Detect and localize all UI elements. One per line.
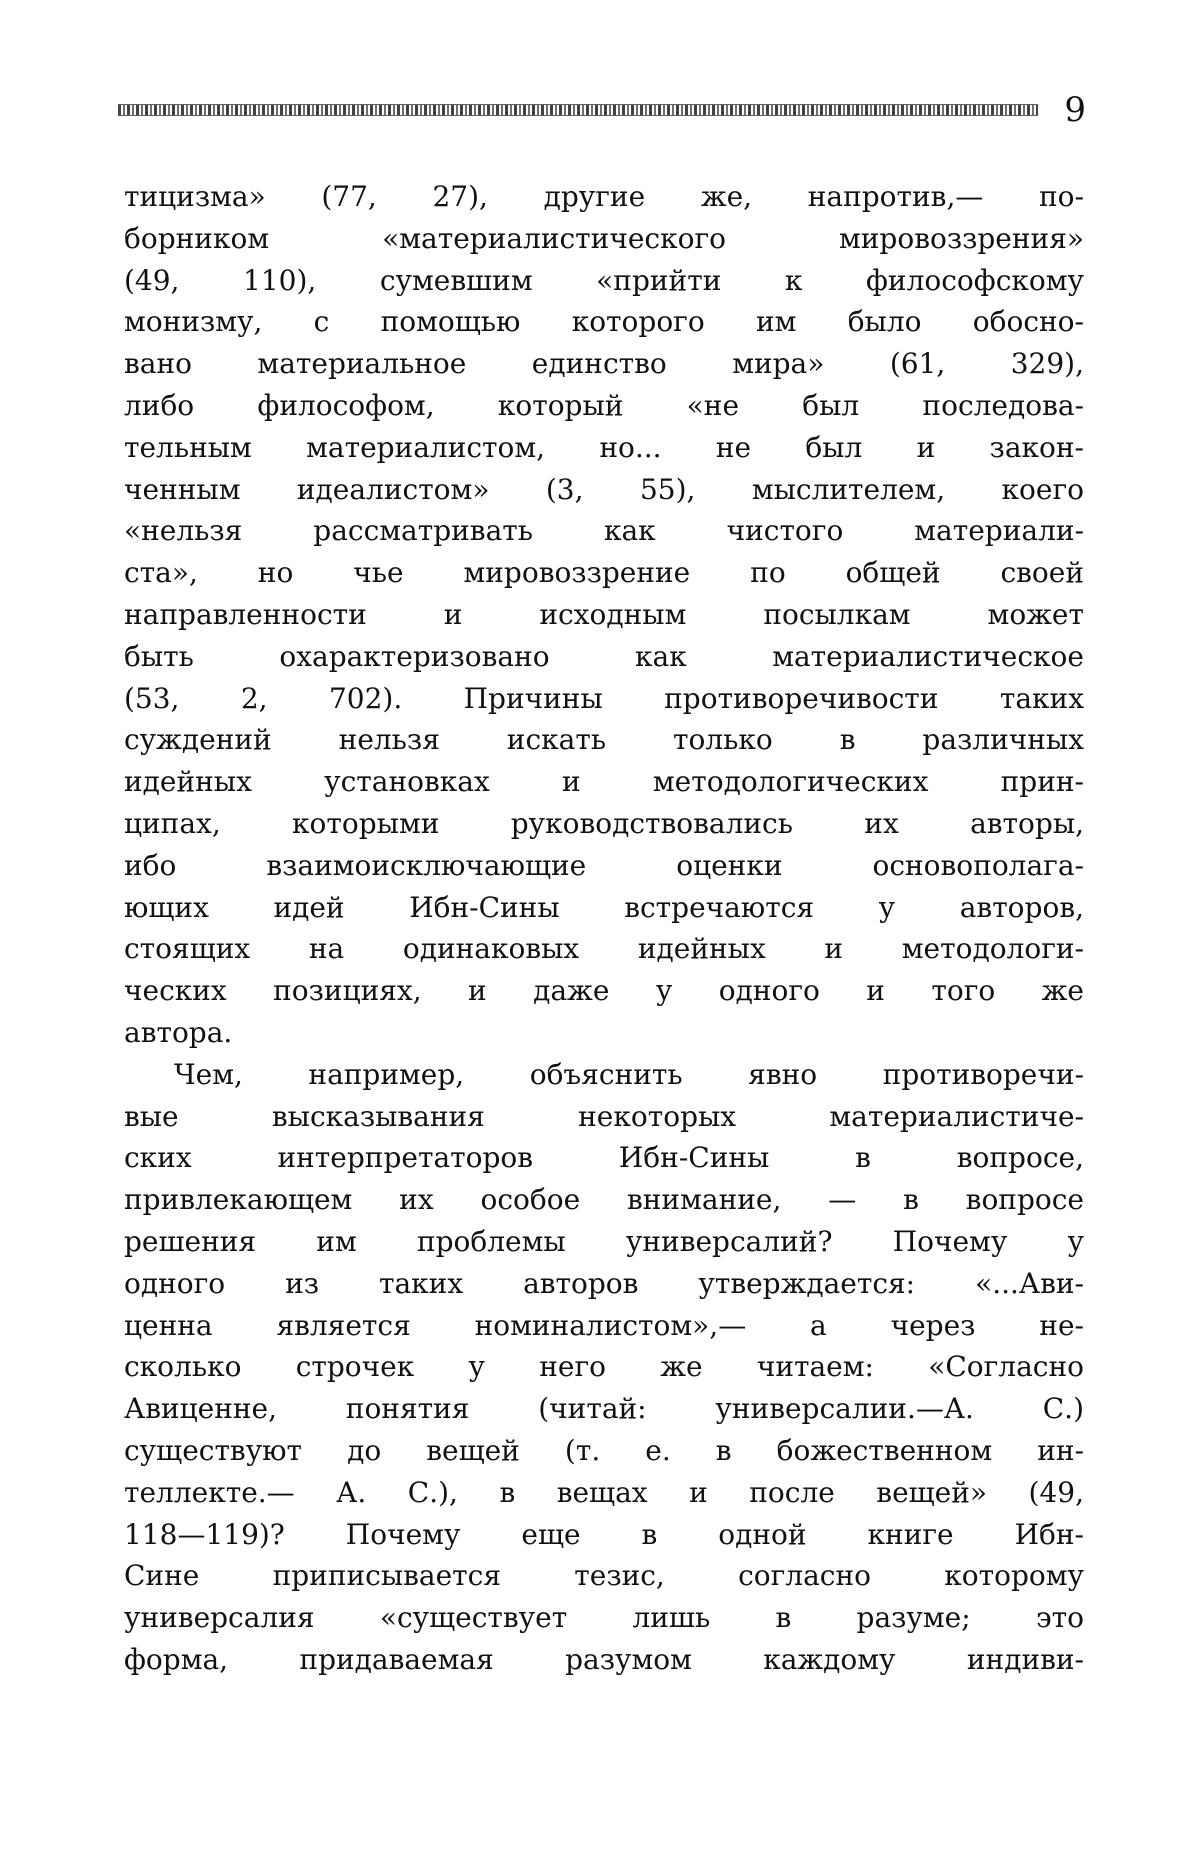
text-line: форма, придаваемая разумом каждому индиви- xyxy=(124,1642,1084,1676)
text-line: одного из таких авторов утверждается: «...Ави- xyxy=(124,1266,1084,1300)
header-ornament-rule xyxy=(118,104,1038,116)
text-line: быть охарактеризовано как материалистическое xyxy=(124,639,1084,673)
text-line: направленности и исходным посылкам может xyxy=(124,597,1084,631)
text-line: Сине приписывается тезис, согласно которому xyxy=(124,1559,1084,1593)
text-line: (53, 2, 702). Причины противоречивости таких xyxy=(124,681,1084,715)
text-line: тельным материалистом, но... не был и закон- xyxy=(124,430,1084,464)
text-line: ченным идеалистом» (3, 55), мыслителем, коего xyxy=(124,472,1084,506)
text-line: ибо взаимоисключающие оценки основополага- xyxy=(124,848,1084,882)
text-line: либо философом, который «не был последова- xyxy=(124,388,1084,422)
running-header xyxy=(118,90,1086,130)
text-line: универсалия «существует лишь в разуме; это xyxy=(124,1601,1084,1635)
text-line: ческих позициях, и даже у одного и того же xyxy=(124,974,1084,1008)
body-text xyxy=(124,176,1084,1681)
text-line: привлекающем их особое внимание, — в вопросе xyxy=(124,1183,1084,1217)
text-line: теллекте.— А. С.), в вещах и после вещей» (49, xyxy=(124,1475,1084,1509)
text-line: идейных установках и методологических прин- xyxy=(124,765,1084,799)
text-line-paragraph-start: Чем, например, объяснить явно противоречи- xyxy=(174,1057,1084,1091)
text-line: Авиценне, понятия (читай: универсалии.—А. С.) xyxy=(124,1392,1084,1426)
text-line: существуют до вещей (т. е. в божественном ин- xyxy=(124,1433,1084,1467)
text-line: вано материальное единство мира» (61, 329), xyxy=(124,347,1084,381)
text-line: ста», но чье мировоззрение по общей своей xyxy=(124,556,1084,590)
text-line: тицизма» (77, 27), другие же, напротив,— по- xyxy=(124,180,1084,213)
text-line: монизму, с помощью которого им было обосно- xyxy=(124,305,1084,339)
text-line: сколько строчек у него же читаем: «Согласно xyxy=(124,1350,1084,1384)
text-line: 118—119)? Почему еще в одной книге Ибн- xyxy=(124,1517,1084,1551)
text-line: вые высказывания некоторых материалистиче- xyxy=(124,1099,1084,1133)
text-line: (49, 110), сумевшим «прийти к философскому xyxy=(124,263,1084,297)
text-line: ценна является номиналистом»,— а через не- xyxy=(124,1308,1084,1342)
text-line: борником «материалистического мировоззрения» xyxy=(124,221,1084,255)
page-number: 9 xyxy=(1064,90,1086,130)
text-line: ющих идей Ибн-Сины встречаются у авторов, xyxy=(124,890,1084,924)
text-line: ских интерпретаторов Ибн-Сины в вопросе, xyxy=(124,1141,1084,1175)
text-line: суждений нельзя искать только в различных xyxy=(124,723,1084,757)
text-line: ципах, которыми руководствовались их авторы, xyxy=(124,806,1084,840)
text-line-paragraph-end: автора. xyxy=(124,1015,233,1049)
text-line: «нельзя рассматривать как чистого материали- xyxy=(124,514,1084,548)
text-line: решения им проблемы универсалий? Почему у xyxy=(124,1224,1084,1258)
text-line: стоящих на одинаковых идейных и методологи- xyxy=(124,932,1084,966)
